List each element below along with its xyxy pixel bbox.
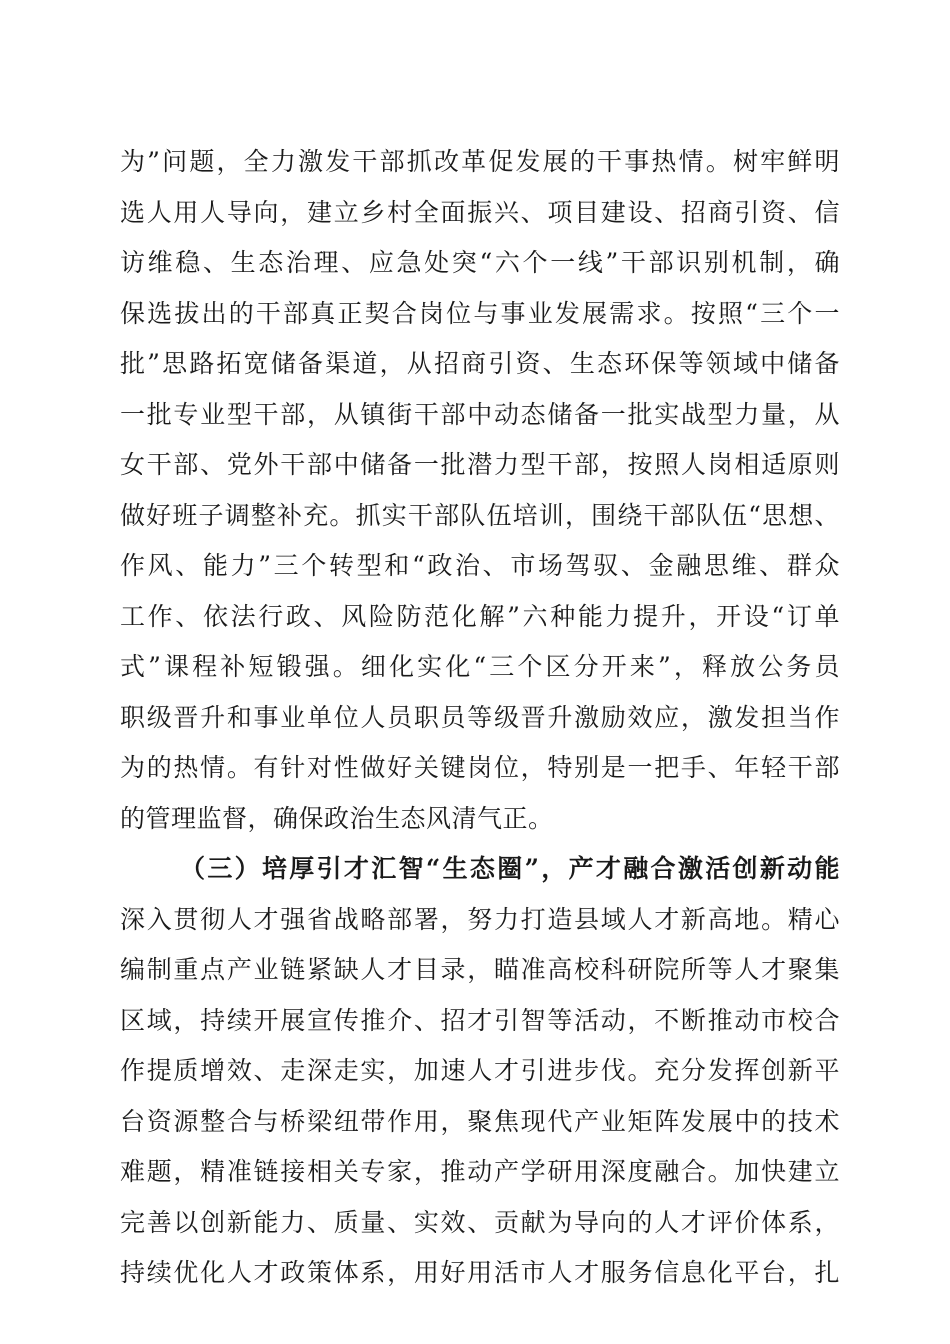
paragraph-line: 作提质增效、走深走实，加速人才引进步伐。充分发挥创新平 (120, 1056, 840, 1085)
paragraph-line: 完善以创新能力、质量、实效、贡献为导向的人才评价体系， (120, 1207, 840, 1237)
paragraph-line: 区域，持续开展宣传推介、招才引智等活动，不断推动市校合 (120, 1005, 840, 1035)
paragraph-line: 职级晋升和事业单位人员职员等级晋升激励效应，激发担当作 (120, 702, 840, 732)
section-heading: （三）培厚引才汇智“生态圈”，产才融合激活创新动能 (180, 854, 840, 883)
paragraph-line: 选人用人导向，建立乡村全面振兴、项目建设、招商引资、信 (120, 197, 840, 227)
paragraph-line: 作风、能力”三个转型和“政治、市场驾驭、金融思维、群众 (120, 551, 840, 580)
paragraph-line: 保选拔出的干部真正契合岗位与事业发展需求。按照“三个一 (120, 298, 840, 328)
paragraph-line: 工作、依法行政、风险防范化解”六种能力提升，开设“订单 (120, 601, 840, 631)
paragraph-line: 批”思路拓宽储备渠道，从招商引资、生态环保等领域中储备 (120, 349, 840, 378)
paragraph-line: 女干部、党外干部中储备一批潜力型干部，按照人岗相适原则 (120, 450, 840, 479)
document-body (120, 137, 840, 1299)
paragraph-line: 为”问题，全力激发干部抓改革促发展的干事热情。树牢鲜明 (120, 147, 840, 176)
paragraph-line: 式”课程补短锻强。细化实化“三个区分开来”，释放公务员 (120, 652, 840, 681)
paragraph-line: 为的热情。有针对性做好关键岗位，特别是一把手、年轻干部 (120, 753, 840, 782)
paragraph-line: 持续优化人才政策体系，用好用活市人才服务信息化平台，扎 (120, 1258, 840, 1287)
paragraph-line: 一批专业型干部，从镇街干部中动态储备一批实战型力量，从 (120, 399, 840, 429)
paragraph-line: 深入贯彻人才强省战略部署，努力打造县域人才新高地。精心 (120, 904, 840, 934)
paragraph-line: 编制重点产业链紧缺人才目录，瞄准高校科研院所等人才聚集 (120, 955, 840, 984)
paragraph-line: 访维稳、生态治理、应急处突“六个一线”干部识别机制，确 (120, 248, 840, 277)
paragraph-line: 难题，精准链接相关专家，推动产学研用深度融合。加快建立 (120, 1157, 840, 1186)
paragraph-line: 做好班子调整补充。抓实干部队伍培训，围绕干部队伍“思想、 (120, 500, 840, 530)
paragraph-line: 台资源整合与桥梁纽带作用，聚焦现代产业矩阵发展中的技术 (120, 1106, 840, 1136)
paragraph-line: 的管理监督，确保政治生态风清气正。 (120, 803, 554, 833)
